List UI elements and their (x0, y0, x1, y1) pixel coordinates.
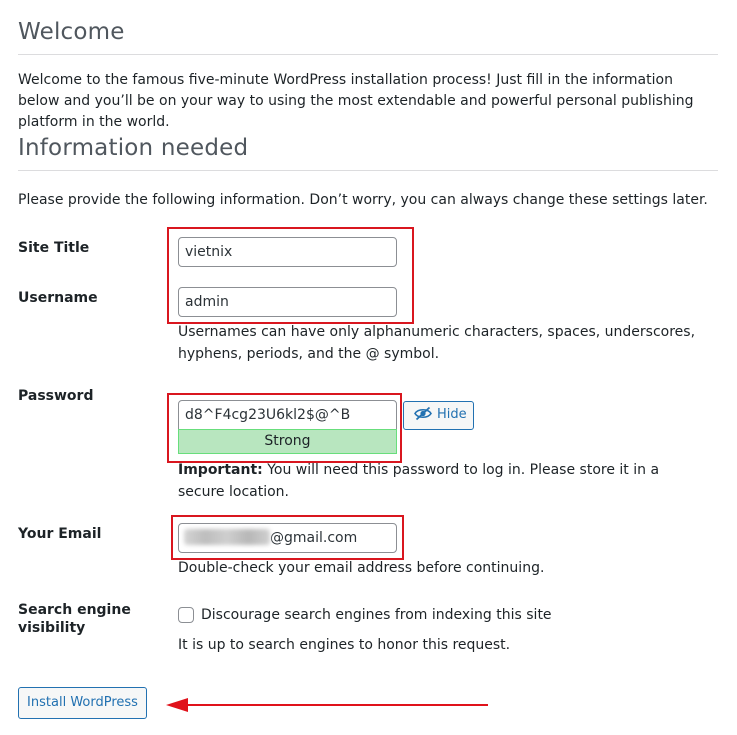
welcome-intro: Welcome to the famous five-minute WordPress installation process! Just fill in the information below and you’ll be on your way to using the most extendable and powerful personal publishing platform in the world. (18, 72, 694, 130)
email-domain: @gmail.com (270, 530, 358, 546)
search-visibility-label: Search engine visibility (18, 602, 131, 636)
eye-slash-icon (414, 405, 432, 431)
search-visibility-help: It is up to search engines to honor this request. (178, 637, 511, 653)
password-important-note (178, 459, 698, 503)
divider (18, 170, 718, 171)
password-input[interactable]: d8^F4cg23U6kl2$@^B (178, 400, 397, 430)
username-input[interactable]: admin (178, 287, 397, 317)
info-heading: Information needed (18, 135, 249, 161)
username-label: Username (18, 290, 98, 306)
email-help: Double-check your email address before continuing. (178, 560, 545, 576)
left-arrow-icon (164, 696, 490, 714)
email-input[interactable] (178, 523, 397, 553)
discourage-search-checkbox[interactable] (178, 607, 194, 623)
important-text: You will need this password to log in. Please store it in a secure location. (178, 462, 660, 500)
info-intro: Please provide the following information. Don’t worry, you can always change these settings later. (18, 192, 708, 208)
discourage-search-label[interactable]: Discourage search engines from indexing this site (201, 607, 552, 623)
email-label: Your Email (18, 526, 102, 542)
hide-button-label: Hide (437, 407, 467, 422)
site-title-label: Site Title (18, 240, 90, 256)
site-title-input[interactable]: vietnix (178, 237, 397, 267)
important-label: Important: (178, 462, 263, 478)
password-strength-indicator: Strong (178, 429, 397, 454)
install-wordpress-button[interactable]: Install WordPress (18, 687, 147, 719)
password-label: Password (18, 388, 94, 404)
username-help: Usernames can have only alphanumeric characters, spaces, underscores, hyphens, periods, and the @ symbol. (178, 324, 696, 362)
redacted-email-user (184, 529, 270, 545)
hide-password-button[interactable] (403, 401, 474, 430)
divider (18, 54, 718, 55)
welcome-heading: Welcome (18, 19, 125, 45)
